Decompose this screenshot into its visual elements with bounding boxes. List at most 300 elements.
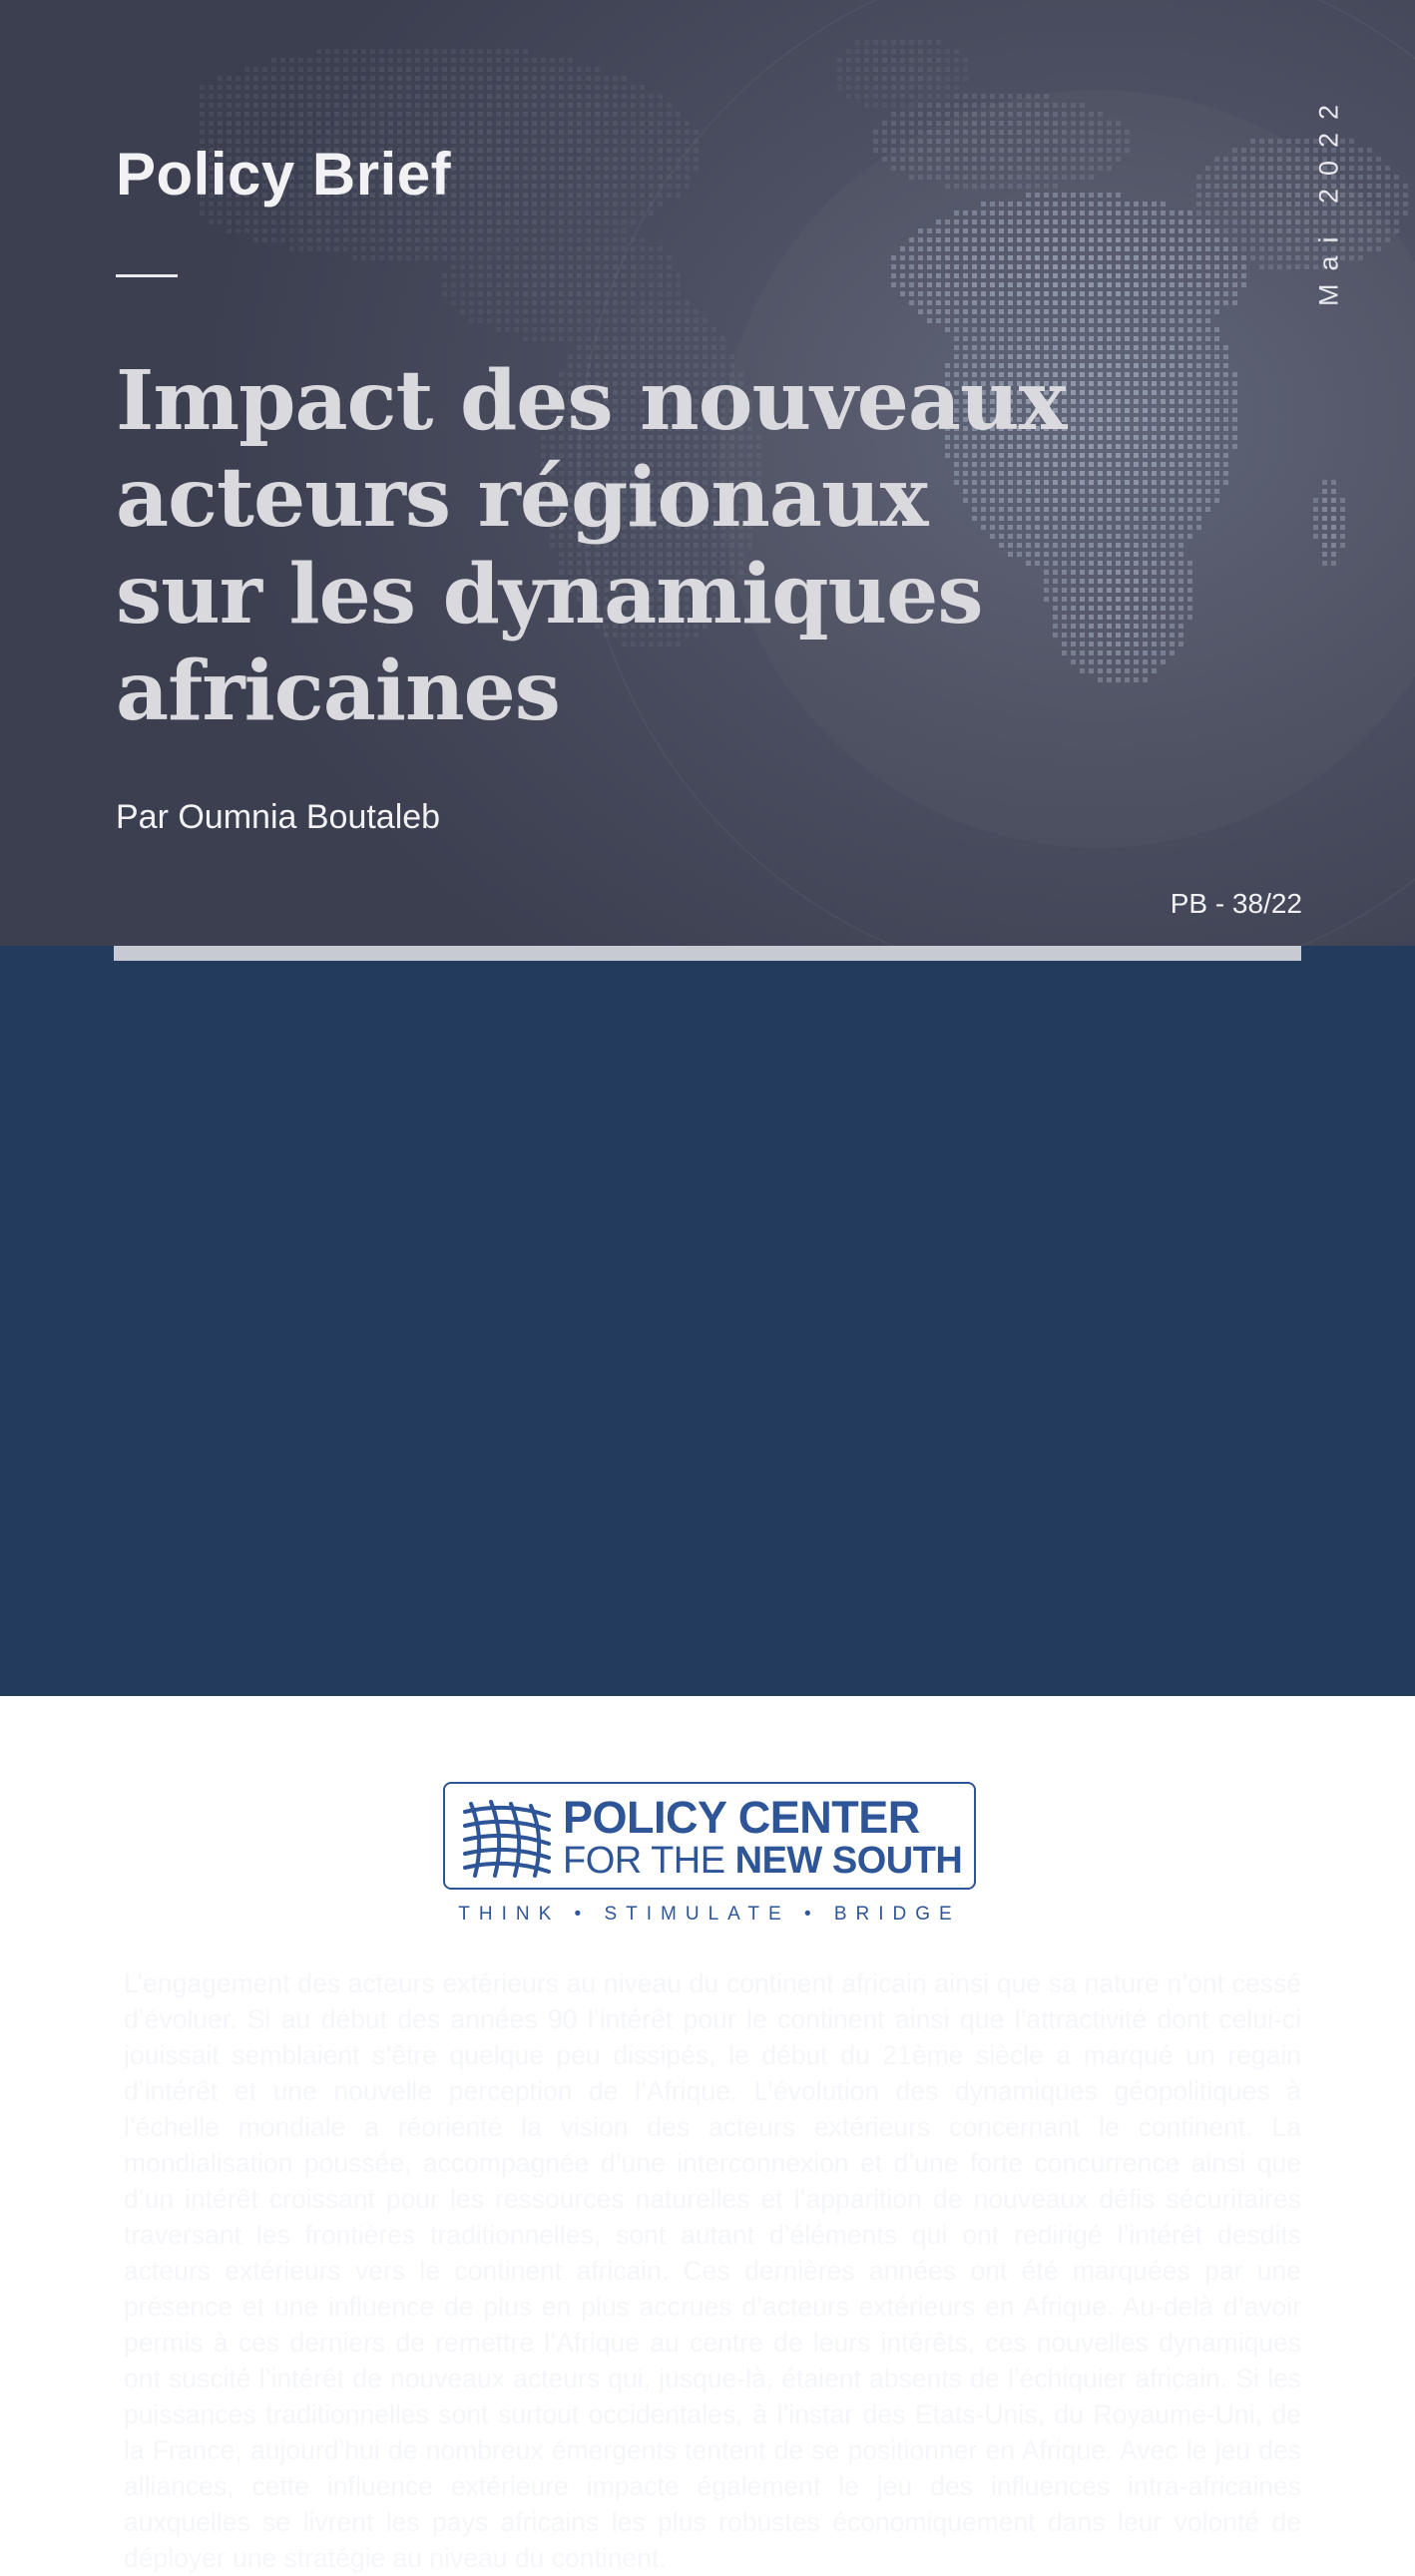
map-dot <box>397 76 402 81</box>
map-dot <box>640 157 645 162</box>
map-dot <box>1053 166 1058 171</box>
map-dot <box>532 237 537 242</box>
map-dot <box>649 94 654 99</box>
map-dot <box>1134 552 1139 557</box>
map-dot <box>433 228 438 233</box>
map-dot <box>1008 166 1013 171</box>
map-dot <box>1017 255 1022 260</box>
map-dot <box>1143 372 1148 377</box>
map-dot <box>1125 435 1130 440</box>
map-dot <box>469 157 474 162</box>
map-dot <box>873 49 878 54</box>
map-dot <box>1143 273 1148 278</box>
map-dot <box>1340 525 1345 530</box>
map-dot <box>361 112 366 117</box>
map-dot <box>523 67 528 72</box>
map-dot <box>200 94 205 99</box>
map-dot <box>307 85 312 90</box>
map-dot <box>1080 381 1085 386</box>
map-dot <box>1035 255 1040 260</box>
map-dot <box>487 112 492 117</box>
map-dot <box>954 237 959 242</box>
map-dot <box>1143 300 1148 305</box>
map-dot <box>307 67 312 72</box>
map-dot <box>685 318 690 323</box>
map-dot <box>909 112 914 117</box>
map-dot <box>1080 471 1085 476</box>
map-dot <box>1125 363 1130 368</box>
map-dot <box>1161 237 1166 242</box>
map-dot <box>1017 264 1022 269</box>
map-dot <box>1107 246 1112 251</box>
map-dot <box>1161 480 1166 485</box>
map-dot <box>1035 291 1040 296</box>
map-dot <box>990 309 995 314</box>
map-dot <box>1322 561 1327 566</box>
map-dot <box>1205 444 1210 449</box>
map-dot <box>1152 435 1157 440</box>
map-dot <box>846 85 851 90</box>
map-dot <box>1116 202 1121 207</box>
map-dot <box>541 184 546 189</box>
map-dot <box>559 273 564 278</box>
map-dot <box>900 139 905 144</box>
map-dot <box>909 139 914 144</box>
map-dot <box>1044 282 1049 287</box>
map-dot <box>1116 579 1121 584</box>
map-dot <box>972 345 977 350</box>
map-dot <box>1080 363 1085 368</box>
map-dot <box>514 282 519 287</box>
map-dot <box>685 309 690 314</box>
map-dot <box>1143 489 1148 494</box>
map-dot <box>1116 435 1121 440</box>
map-dot <box>882 94 887 99</box>
map-dot <box>505 318 510 323</box>
map-dot <box>460 184 465 189</box>
map-dot <box>406 112 411 117</box>
map-dot <box>963 157 968 162</box>
map-dot <box>1125 480 1130 485</box>
map-dot <box>1143 480 1148 485</box>
map-dot <box>244 85 249 90</box>
map-dot <box>505 184 510 189</box>
map-dot <box>505 282 510 287</box>
map-dot <box>1152 642 1157 646</box>
map-dot <box>568 228 573 233</box>
map-dot <box>577 193 582 198</box>
map-dot <box>1089 417 1094 422</box>
map-dot <box>954 291 959 296</box>
map-dot <box>622 184 627 189</box>
map-dot <box>1187 372 1192 377</box>
map-dot <box>334 67 339 72</box>
map-dot <box>1196 390 1201 395</box>
map-dot <box>631 148 636 153</box>
map-dot <box>604 309 609 314</box>
map-dot <box>586 318 591 323</box>
map-dot <box>460 94 465 99</box>
map-dot <box>640 345 645 350</box>
map-dot <box>343 228 348 233</box>
map-dot <box>1143 255 1148 260</box>
map-dot <box>1125 211 1130 215</box>
map-dot <box>927 85 932 90</box>
map-dot <box>1008 139 1013 144</box>
map-dot <box>972 166 977 171</box>
map-dot <box>218 94 223 99</box>
map-dot <box>676 175 681 180</box>
map-dot <box>1107 435 1112 440</box>
map-dot <box>1098 588 1103 593</box>
map-dot <box>1170 435 1175 440</box>
map-dot <box>1295 202 1300 207</box>
map-dot <box>954 300 959 305</box>
map-dot <box>1125 570 1130 575</box>
map-dot <box>1089 435 1094 440</box>
map-dot <box>478 202 483 207</box>
map-dot <box>963 327 968 332</box>
map-dot <box>496 246 501 251</box>
map-dot <box>316 67 321 72</box>
map-dot <box>1116 300 1121 305</box>
map-dot <box>496 291 501 296</box>
map-dot <box>640 300 645 305</box>
map-dot <box>415 85 420 90</box>
map-dot <box>496 58 501 63</box>
map-dot <box>406 246 411 251</box>
map-dot <box>1152 516 1157 521</box>
map-dot <box>361 130 366 135</box>
map-dot <box>945 94 950 99</box>
map-dot <box>244 94 249 99</box>
map-dot <box>514 273 519 278</box>
map-dot <box>918 139 923 144</box>
map-dot <box>1152 543 1157 548</box>
map-dot <box>1017 157 1022 162</box>
map-dot <box>685 184 690 189</box>
map-dot <box>936 237 941 242</box>
map-dot <box>514 85 519 90</box>
map-dot <box>676 112 681 117</box>
map-dot <box>999 282 1004 287</box>
map-dot <box>559 309 564 314</box>
map-dot <box>1394 219 1399 224</box>
map-dot <box>433 94 438 99</box>
map-dot <box>1107 588 1112 593</box>
map-dot <box>1107 498 1112 503</box>
map-dot <box>999 103 1004 108</box>
map-dot <box>469 85 474 90</box>
map-dot <box>1089 507 1094 512</box>
map-dot <box>1080 318 1085 323</box>
map-dot <box>334 228 339 233</box>
map-dot <box>1017 184 1022 189</box>
map-dot <box>1008 237 1013 242</box>
map-dot <box>550 157 555 162</box>
map-dot <box>1187 507 1192 512</box>
map-dot <box>990 175 995 180</box>
map-dot <box>990 184 995 189</box>
map-dot <box>550 300 555 305</box>
map-dot <box>1134 462 1139 467</box>
map-dot <box>1107 444 1112 449</box>
map-dot <box>280 67 285 72</box>
map-dot <box>433 237 438 242</box>
map-dot <box>1214 202 1219 207</box>
map-dot <box>280 112 285 117</box>
map-dot <box>1259 246 1264 251</box>
map-dot <box>1134 372 1139 377</box>
map-dot <box>523 273 528 278</box>
map-dot <box>1035 228 1040 233</box>
map-dot <box>388 76 393 81</box>
map-dot <box>361 237 366 242</box>
map-dot <box>1161 390 1166 395</box>
map-dot <box>227 76 232 81</box>
map-dot <box>1080 246 1085 251</box>
map-dot <box>541 157 546 162</box>
section-divider-bar <box>114 946 1301 961</box>
map-dot <box>990 282 995 287</box>
map-dot <box>1125 677 1130 682</box>
map-dot <box>999 148 1004 153</box>
map-dot <box>595 166 600 171</box>
map-dot <box>927 309 932 314</box>
map-dot <box>667 139 672 144</box>
map-dot <box>945 246 950 251</box>
map-dot <box>1179 291 1183 296</box>
map-dot <box>1187 354 1192 359</box>
map-dot <box>720 345 725 350</box>
map-dot <box>1367 193 1372 198</box>
map-dot <box>415 246 420 251</box>
map-dot <box>981 112 986 117</box>
map-dot <box>586 148 591 153</box>
map-dot <box>541 300 546 305</box>
map-dot <box>523 291 528 296</box>
map-dot <box>496 67 501 72</box>
map-dot <box>658 327 663 332</box>
map-dot <box>1196 399 1201 404</box>
map-dot <box>289 228 294 233</box>
map-dot <box>577 273 582 278</box>
map-dot <box>864 58 869 63</box>
map-dot <box>927 121 932 126</box>
map-dot <box>622 237 627 242</box>
map-dot <box>577 228 582 233</box>
map-dot <box>622 76 627 81</box>
map-dot <box>1080 112 1085 117</box>
map-dot <box>945 139 950 144</box>
map-dot <box>1232 381 1237 386</box>
map-dot <box>568 130 573 135</box>
map-dot <box>1035 202 1040 207</box>
map-dot <box>1053 103 1058 108</box>
map-dot <box>945 264 950 269</box>
map-dot <box>1196 219 1201 224</box>
map-dot <box>406 219 411 224</box>
map-dot <box>397 237 402 242</box>
map-dot <box>1080 543 1085 548</box>
map-dot <box>433 121 438 126</box>
map-dot <box>568 94 573 99</box>
map-dot <box>379 94 384 99</box>
map-dot <box>1170 345 1175 350</box>
map-dot <box>1196 417 1201 422</box>
map-dot <box>460 193 465 198</box>
map-dot <box>397 58 402 63</box>
map-dot <box>1187 327 1192 332</box>
map-dot <box>379 130 384 135</box>
map-dot <box>1214 175 1219 180</box>
map-dot <box>963 309 968 314</box>
map-dot <box>1098 552 1103 557</box>
map-dot <box>927 94 932 99</box>
map-dot <box>622 157 627 162</box>
map-dot <box>622 327 627 332</box>
map-dot <box>667 309 672 314</box>
map-dot <box>945 255 950 260</box>
map-dot <box>550 264 555 269</box>
map-dot <box>622 264 627 269</box>
map-dot <box>981 94 986 99</box>
map-dot <box>442 273 447 278</box>
map-dot <box>505 58 510 63</box>
map-dot <box>1098 300 1103 305</box>
map-dot <box>1098 633 1103 638</box>
map-dot <box>595 273 600 278</box>
map-dot <box>271 94 276 99</box>
map-dot <box>1286 211 1291 215</box>
map-dot <box>478 76 483 81</box>
map-dot <box>433 103 438 108</box>
map-dot <box>1152 480 1157 485</box>
map-dot <box>1125 471 1130 476</box>
map-dot <box>981 255 986 260</box>
map-dot <box>1196 381 1201 386</box>
map-dot <box>972 327 977 332</box>
map-dot <box>1161 318 1166 323</box>
map-dot <box>478 184 483 189</box>
map-dot <box>1367 219 1372 224</box>
map-dot <box>1214 336 1219 341</box>
map-dot <box>361 246 366 251</box>
map-dot <box>918 282 923 287</box>
map-dot <box>1179 426 1183 431</box>
map-dot <box>550 193 555 198</box>
map-dot <box>379 85 384 90</box>
map-dot <box>909 85 914 90</box>
map-dot <box>1116 372 1121 377</box>
map-dot <box>891 103 896 108</box>
map-dot <box>415 76 420 81</box>
map-dot <box>1152 318 1157 323</box>
map-dot <box>316 112 321 117</box>
map-dot <box>1053 309 1058 314</box>
map-dot <box>424 255 429 260</box>
map-dot <box>1295 175 1300 180</box>
map-dot <box>406 58 411 63</box>
map-dot <box>1214 426 1219 431</box>
map-dot <box>487 237 492 242</box>
map-dot <box>469 300 474 305</box>
map-dot <box>1134 525 1139 530</box>
map-dot <box>1026 282 1031 287</box>
map-dot <box>1053 112 1058 117</box>
map-dot <box>1286 157 1291 162</box>
map-dot <box>927 67 932 72</box>
map-dot <box>1367 175 1372 180</box>
map-dot <box>1134 309 1139 314</box>
map-dot <box>1125 336 1130 341</box>
map-dot <box>1089 175 1094 180</box>
map-dot <box>1116 390 1121 395</box>
map-dot <box>1179 345 1183 350</box>
map-dot <box>694 336 699 341</box>
map-dot <box>1376 219 1381 224</box>
map-dot <box>1116 525 1121 530</box>
map-dot <box>262 130 267 135</box>
map-dot <box>451 219 456 224</box>
map-dot <box>972 148 977 153</box>
map-dot <box>990 166 995 171</box>
map-dot <box>227 228 232 233</box>
map-dot <box>388 94 393 99</box>
map-dot <box>900 273 905 278</box>
map-dot <box>379 228 384 233</box>
map-dot <box>1143 668 1148 673</box>
map-dot <box>379 219 384 224</box>
map-dot <box>640 85 645 90</box>
map-dot <box>209 219 214 224</box>
map-dot <box>1259 166 1264 171</box>
map-dot <box>523 94 528 99</box>
map-dot <box>496 130 501 135</box>
map-dot <box>631 309 636 314</box>
map-dot <box>1179 453 1183 458</box>
map-dot <box>334 85 339 90</box>
map-dot <box>658 148 663 153</box>
map-dot <box>218 130 223 135</box>
map-dot <box>325 76 330 81</box>
map-dot <box>1152 597 1157 602</box>
map-dot <box>631 237 636 242</box>
map-dot <box>442 67 447 72</box>
map-dot <box>595 76 600 81</box>
map-dot <box>900 264 905 269</box>
map-dot <box>1143 264 1148 269</box>
map-dot <box>1152 615 1157 620</box>
map-dot <box>990 237 995 242</box>
map-dot <box>1358 148 1363 153</box>
map-dot <box>577 148 582 153</box>
map-dot <box>478 246 483 251</box>
map-dot <box>909 282 914 287</box>
map-dot <box>1125 588 1130 593</box>
map-dot <box>990 121 995 126</box>
map-dot <box>1089 112 1094 117</box>
map-dot <box>1223 300 1228 305</box>
map-dot <box>945 318 950 323</box>
map-dot <box>307 76 312 81</box>
map-dot <box>1161 219 1166 224</box>
map-dot <box>945 157 950 162</box>
map-dot <box>1170 219 1175 224</box>
map-dot <box>586 130 591 135</box>
map-dot <box>1187 615 1192 620</box>
map-dot <box>1196 184 1201 189</box>
